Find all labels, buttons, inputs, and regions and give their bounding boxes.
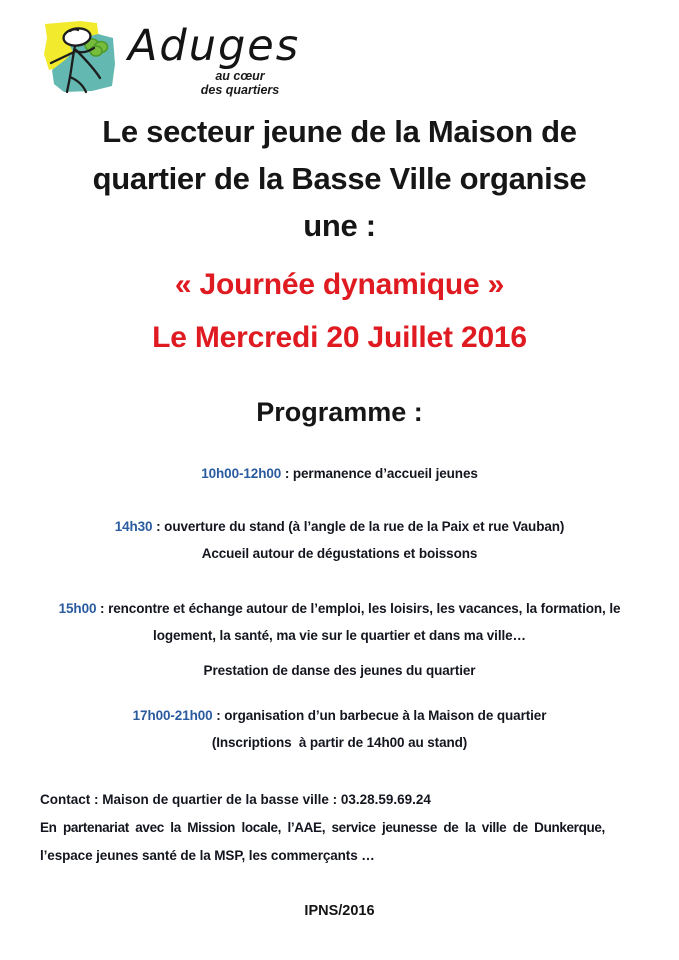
schedule-text: ouverture du stand (à l’angle de la rue de la Paix et rue Vauban) [164,519,565,534]
event-date: Le Mercredi 20 Juillet 2016 [152,321,527,354]
schedule-subline: Accueil autour de dégustations et boissons [201,546,478,561]
page-title-line2: quartier de la Basse Ville organise [92,161,587,196]
event-name: « Journée dynamique » [174,268,505,301]
schedule-item [40,460,639,487]
programme-heading: Programme : [256,397,423,427]
schedule-separator: : [281,466,293,481]
schedule-line [40,702,639,729]
schedule-time: 14h30 [114,519,153,534]
logo [40,18,639,98]
schedule-text: organisation d’un barbecue à la Maison de quartier [224,708,547,723]
schedule-time: 10h00-12h00 [201,466,282,481]
schedule-subline: (Inscriptions à partir de 14h00 au stand) [211,735,468,750]
page-title-line1: Le secteur jeune de la Maison de [102,114,577,149]
schedule-subline: Prestation de danse des jeunes du quartier [203,663,476,678]
contact-line: Contact : Maison de quartier de la basse ville : 03.28.59.69.24 [40,792,431,807]
partners-line2: l’espace jeunes santé de la MSP, les commerçants … [40,848,375,863]
schedule-time: 15h00 [58,601,97,616]
schedule-separator: : [96,601,109,616]
schedule-text: rencontre et échange autour de l’emploi, les loisirs, les vacances, la formation, le [108,601,621,616]
logo-text-block [128,18,300,97]
page-title-line3: une : [303,208,376,243]
page-title [40,108,639,249]
schedule-line [40,513,639,540]
schedule-item [40,702,639,756]
schedule-wrap-line: logement, la santé, ma vie sur le quartier et dans ma ville… [153,628,526,643]
footer-ipns: IPNS/2016 [304,903,375,919]
logo-tagline-line1: au cœur [215,69,265,83]
logo-wordmark: Aduges [128,21,301,71]
schedule-line [40,595,639,622]
schedule-separator: : [152,519,165,534]
partners-line1: En partenariat avec la Mission locale, l’AAE, service jeunesse de la ville de Dunkerque, [40,820,605,835]
aduges-logo-icon [40,18,118,96]
schedule-time: 17h00-21h00 [132,708,213,723]
logo-tagline [186,69,294,97]
schedule-line [40,460,639,487]
schedule-text: permanence d’accueil jeunes [292,466,478,481]
logo-tagline-line2: des quartiers [200,83,280,97]
schedule-item [40,513,639,567]
contact-section [40,786,639,870]
schedule-item [40,595,639,684]
schedule-separator: : [212,708,225,723]
